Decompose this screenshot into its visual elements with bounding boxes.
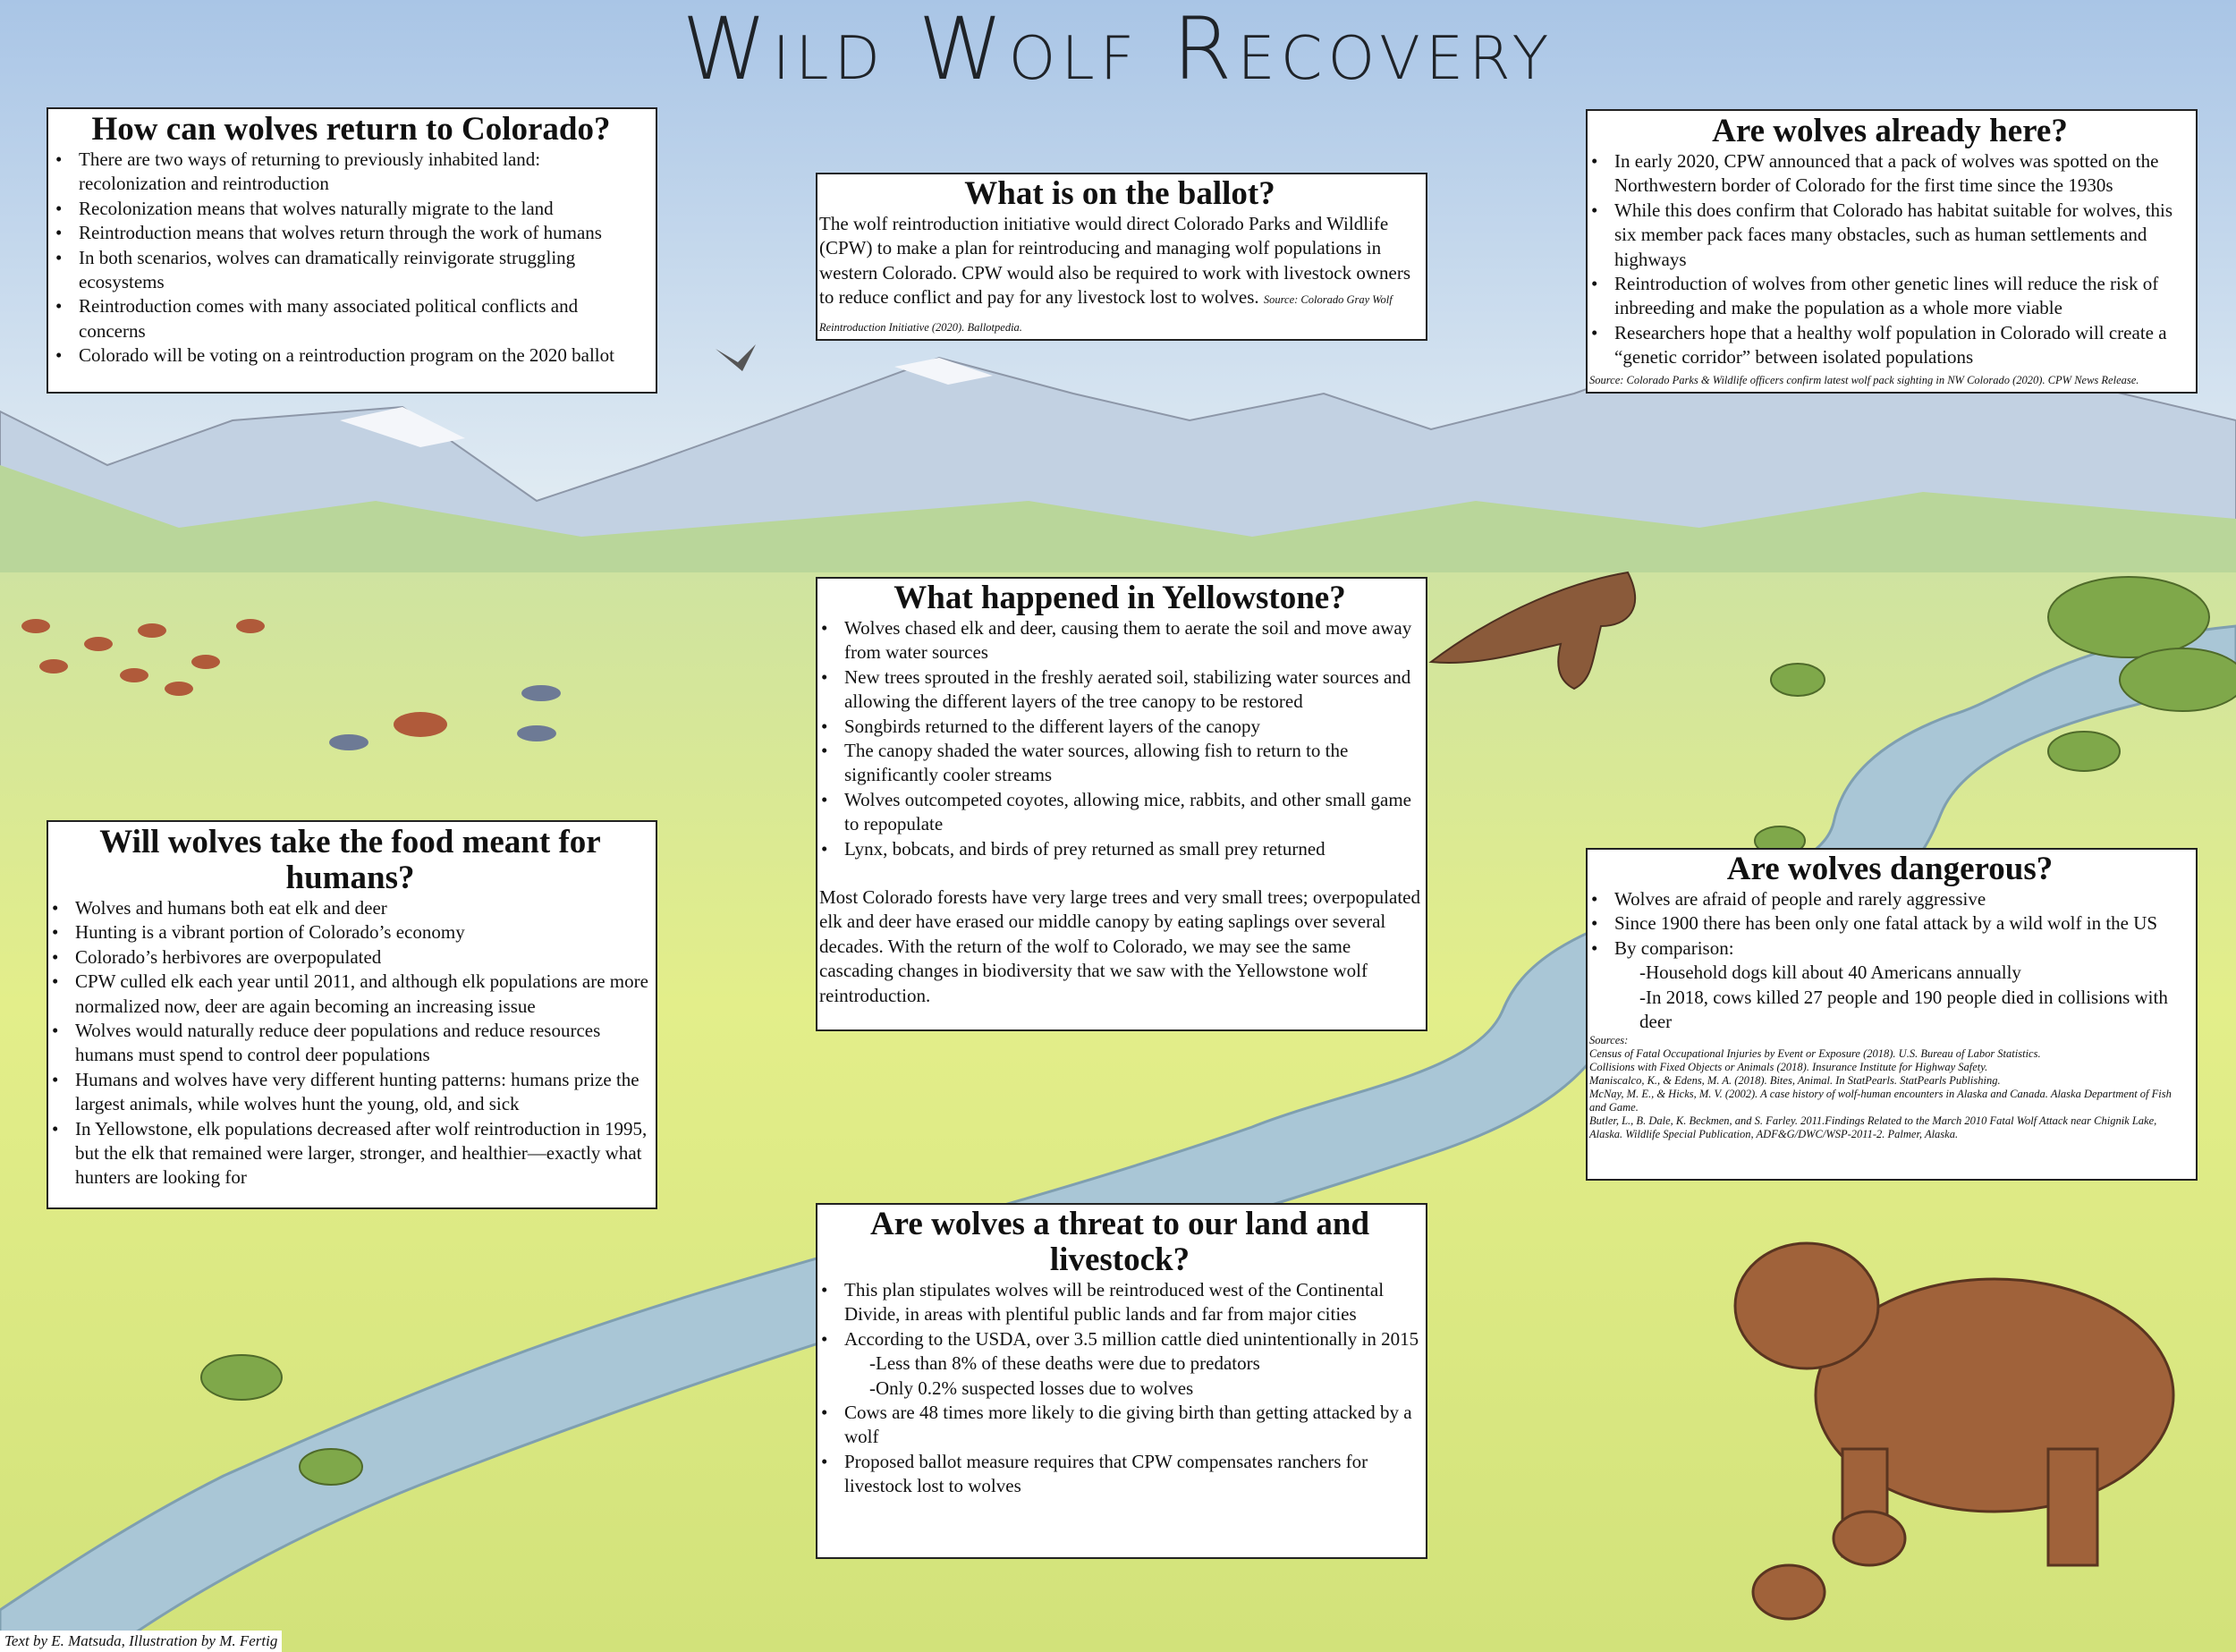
already-here-bullets — [1589, 149, 2190, 370]
ballot-text: The wolf reintroduction initiative would direct Colorado Parks and Wildlife (CPW) to make a plan for reintroducing and managing wolf populations in western Colorado. CPW would also be required to work with livestock owners to reduce conflict and pay for any livestock lost to wolves. — [819, 213, 1410, 309]
dangerous-heading: Are wolves dangerous? — [1726, 851, 2054, 887]
source-entry: McNay, M. E., & Hicks, M. V. (2002). A case history of wolf-human encounters in Alaska and Canada. Alaska Department of Fish and Game. — [1589, 1088, 2172, 1114]
bullet: • CPW culled elk each year until 2011, and although elk populations are more normalized now, deer are again becoming an increasing issue — [75, 970, 650, 1019]
dangerous-sources — [1589, 1034, 2190, 1141]
already-here-box — [1586, 109, 2198, 394]
bullet: • Reintroduction of wolves from other genetic lines will reduce the risk of inbreeding and make the population as a whole more viable — [1614, 272, 2190, 321]
bullet: • By comparison: — [1614, 936, 2190, 961]
sub-item: -Only 0.2% suspected losses due to wolves — [869, 1377, 1194, 1399]
bullet: • Cows are 48 times more likely to die giving birth than getting attacked by a wolf — [844, 1401, 1420, 1450]
bullet: • Since 1900 there has been only one fatal attack by a wild wolf in the US — [1614, 911, 2190, 936]
bullet: • In early 2020, CPW announced that a pack of wolves was spotted on the Northwestern border of Colorado for the first time since the 1930s — [1614, 149, 2190, 199]
bullet: • Wolves outcompeted coyotes, allowing mice, rabbits, and other small game to repopulate — [844, 788, 1420, 837]
bullet: • The canopy shaded the water sources, allowing fish to return to the significantly cooler streams — [844, 739, 1420, 788]
yellowstone-paragraph: Most Colorado forests have very large trees and very small trees; overpopulated elk and deer have erased our middle canopy by eating saplings over several decades. With the return of the wolf to Colorado, we may see the same cascading changes in biodiversity that we saw with the Yellowstone wolf reintroduction. — [819, 886, 1420, 1006]
bullet: • There are two ways of returning to previously inhabited land: recolonization and reintroduction — [79, 148, 648, 197]
food-heading: Will wolves take the food meant for humans? — [99, 824, 601, 896]
yellowstone-bullets — [819, 616, 1420, 861]
source-entry: Census of Fatal Occupational Injuries by Event or Exposure (2018). U.S. Bureau of Labor Statistics. — [1589, 1047, 2041, 1061]
sub-item: -Less than 8% of these deaths were due to predators — [869, 1352, 1260, 1375]
bullet: • Wolves would naturally reduce deer populations and reduce resources humans must spend to control deer populations — [75, 1019, 650, 1068]
food-bullets — [50, 896, 650, 1190]
bullet: • While this does confirm that Colorado has habitat suitable for wolves, this six member pack faces many obstacles, such as human settlements and highways — [1614, 199, 2190, 272]
ballot-box — [816, 173, 1427, 341]
bullet: • Researchers hope that a healthy wolf population in Colorado will create a “genetic corridor” between isolated populations — [1614, 321, 2190, 370]
dangerous-bullets — [1589, 887, 2190, 1034]
already-here-heading: Are wolves already here? — [1712, 113, 2068, 149]
ballot-heading: What is on the ballot? — [964, 175, 1275, 212]
bullet: • According to the USDA, over 3.5 million cattle died unintentionally in 2015 — [844, 1327, 1420, 1351]
source-entry: Maniscalco, K., & Edens, M. A. (2018). Bites, Animal. In StatPearls. StatPearls Publishing. — [1589, 1074, 2001, 1088]
return-box — [47, 107, 657, 394]
threat-box — [816, 1203, 1427, 1559]
bullet: • Hunting is a vibrant portion of Colorado’s economy — [75, 920, 650, 945]
bullet: • Reintroduction comes with many associated political conflicts and concerns — [79, 294, 648, 343]
bullet: • Proposed ballot measure requires that CPW compensates ranchers for livestock lost to wolves — [844, 1450, 1420, 1499]
bullet: • Lynx, bobcats, and birds of prey returned as small prey returned — [844, 837, 1420, 861]
return-heading: How can wolves return to Colorado? — [91, 111, 611, 148]
bullet: • Humans and wolves have very different hunting patterns: humans prize the largest animals, while wolves hunt the young, old, and sick — [75, 1068, 650, 1117]
ballot-body — [819, 212, 1420, 340]
bullet: • Songbirds returned to the different layers of the canopy — [844, 715, 1420, 739]
bullet: • New trees sprouted in the freshly aerated soil, stabilizing water sources and allowing the different layers of the tree canopy to be restored — [844, 665, 1420, 715]
source-entry: Butler, L., B. Dale, K. Beckmen, and S. Farley. 2011.Findings Related to the March 2010 Fatal Wolf Attack near Chignik Lake, Alaska. Wildlife Special Publication, ADF&G/DWC/WSP-2011-2. Palmer, Alaska. — [1589, 1114, 2157, 1141]
bullet: • Wolves are afraid of people and rarely aggressive — [1614, 887, 2190, 911]
sources-label: Sources: — [1589, 1034, 1629, 1047]
bullet: • Colorado’s herbivores are overpopulated — [75, 945, 650, 970]
return-bullets — [54, 148, 648, 369]
ballot-source: Source: Colorado Gray Wolf Reintroduction Initiative (2020). Ballotpedia. — [819, 293, 1393, 334]
food-box — [47, 820, 657, 1209]
sub-item: -In 2018, cows killed 27 people and 190 people died in collisions with deer — [1639, 986, 2168, 1033]
sub-item: -Household dogs kill about 40 Americans annually — [1639, 962, 2021, 984]
bullet: • In both scenarios, wolves can dramatically reinvigorate struggling ecosystems — [79, 246, 648, 295]
poster-title: Wild Wolf Recovery — [682, 0, 1554, 99]
bullet: • Recolonization means that wolves naturally migrate to the land — [79, 197, 648, 221]
yellowstone-heading: What happened in Yellowstone? — [894, 580, 1346, 616]
threat-heading: Are wolves a threat to our land and livestock? — [869, 1206, 1370, 1278]
already-here-source: Source: Colorado Parks & Wildlife officers confirm latest wolf pack sighting in NW Colorado (2020). CPW News Release. — [1589, 373, 2139, 386]
threat-bullets — [819, 1278, 1420, 1499]
bullet: • This plan stipulates wolves will be reintroduced west of the Continental Divide, in areas with plentiful public lands and far from major cities — [844, 1278, 1420, 1327]
bullet: • Wolves chased elk and deer, causing them to aerate the soil and move away from water sources — [844, 616, 1420, 665]
bullet: • Wolves and humans both eat elk and deer — [75, 896, 650, 920]
bullet: • Colorado will be voting on a reintroduction program on the 2020 ballot — [79, 343, 648, 368]
bullet: • Reintroduction means that wolves return through the work of humans — [79, 221, 648, 245]
bullet: • In Yellowstone, elk populations decreased after wolf reintroduction in 1995, but the elk that remained were larger, stronger, and healthier—exactly what hunters are looking for — [75, 1117, 650, 1190]
dangerous-box — [1586, 848, 2198, 1181]
yellowstone-box — [816, 577, 1427, 1031]
source-entry: Collisions with Fixed Objects or Animals (2018). Insurance Institute for Highway Safety. — [1589, 1061, 1988, 1074]
credit-line: Text by E. Matsuda, Illustration by M. Fertig — [0, 1631, 282, 1652]
